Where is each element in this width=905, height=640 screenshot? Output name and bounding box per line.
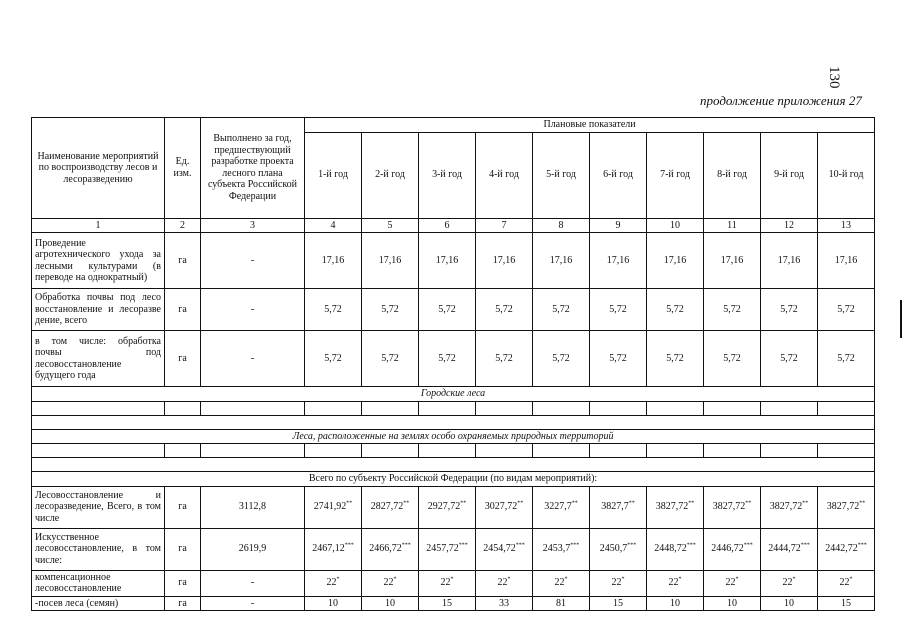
header-year: 8-й год (704, 132, 761, 218)
footnote-marker: * (450, 576, 454, 583)
row-value (590, 596, 647, 611)
row-value (704, 486, 761, 528)
value-number: 22 (383, 577, 394, 589)
footnote-marker: ** (517, 500, 524, 507)
header-done: Выполнено за год, предшествующий разработке проекта лесного плана субъекта Российской Федерации (201, 118, 305, 219)
row-value (818, 596, 875, 611)
header-year: 5-й год (533, 132, 590, 218)
section-total: Всего по субъекту Российской Федерации (по видам мероприятий): (32, 472, 875, 487)
column-number: 9 (590, 218, 647, 233)
column-number: 3 (201, 218, 305, 233)
row-value: 5,72 (419, 331, 476, 387)
column-number: 5 (362, 218, 419, 233)
value-number: 2454,72 (483, 543, 516, 555)
value-number: 2466,72 (369, 543, 402, 555)
row-done: - (201, 331, 305, 387)
table-row (32, 289, 875, 331)
row-name: Обработка почвы под лесо восстановление и лесоразве дение, всего (32, 289, 165, 331)
row-value (818, 528, 875, 570)
blank-row (32, 444, 875, 458)
row-value: 5,72 (761, 331, 818, 387)
row-value (647, 596, 704, 611)
row-done: - (201, 596, 305, 611)
section-protected: Леса, расположенные на землях особо охраняемых природных территорий (32, 429, 875, 444)
row-value: 5,72 (476, 289, 533, 331)
footnote-marker: ** (628, 500, 635, 507)
column-number: 10 (647, 218, 704, 233)
row-unit: га (165, 528, 201, 570)
appendix-continuation-label: продолжение приложения 27 (700, 93, 862, 108)
value-number: 2741,92 (313, 501, 347, 513)
value-number: 33 (499, 597, 509, 609)
row-unit: га (165, 596, 201, 611)
row-done: - (201, 570, 305, 596)
row-done: 2619,9 (201, 528, 305, 570)
value-number: 2457,72 (426, 543, 459, 555)
table-row (32, 233, 875, 289)
blank-row (32, 415, 875, 429)
column-number: 7 (476, 218, 533, 233)
row-value: 17,16 (419, 233, 476, 289)
value-number: 22 (554, 577, 565, 589)
row-value (590, 486, 647, 528)
footnote-marker: * (393, 576, 397, 583)
value-number: 15 (841, 597, 852, 609)
value-number: 2450,7 (599, 543, 628, 555)
row-value (533, 486, 590, 528)
row-value: 17,16 (305, 233, 362, 289)
value-number: 2446,72 (711, 543, 744, 555)
margin-mark (900, 300, 902, 338)
row-value (761, 486, 818, 528)
row-value (476, 486, 533, 528)
row-value: 17,16 (647, 233, 704, 289)
header-year: 10-й год (818, 132, 875, 218)
row-value: 5,72 (704, 289, 761, 331)
row-unit: га (165, 289, 201, 331)
row-value: 5,72 (362, 289, 419, 331)
row-value: 17,16 (704, 233, 761, 289)
value-number: 3227,7 (544, 501, 572, 513)
plan-table (31, 117, 875, 611)
header-year: 9-й год (761, 132, 818, 218)
footnote-marker: ** (688, 500, 695, 507)
row-done: - (201, 289, 305, 331)
header-year: 6-й год (590, 132, 647, 218)
value-number: 2444,72 (768, 543, 801, 555)
row-name: Искусственное лесовосстановление, в том числе: (32, 528, 165, 570)
row-value (362, 528, 419, 570)
row-value: 5,72 (419, 289, 476, 331)
value-number: 22 (326, 577, 337, 589)
footnote-marker: *** (800, 542, 810, 549)
row-value (305, 596, 362, 611)
value-number: 2467,12 (312, 543, 345, 555)
value-number: 3027,72 (484, 501, 518, 513)
footnote-marker: * (849, 576, 853, 583)
header-year: 4-й год (476, 132, 533, 218)
header-name: Наименование мероприятий по воспроизводству лесов и лесоразведению (32, 118, 165, 219)
row-value (647, 486, 704, 528)
section-protected-row (32, 429, 875, 444)
header-unit: Ед. изм. (165, 118, 201, 219)
table-row (32, 596, 875, 611)
footnote-marker: *** (857, 542, 867, 549)
section-city: Городские леса (32, 387, 875, 402)
row-value: 5,72 (362, 331, 419, 387)
row-value (704, 570, 761, 596)
row-value: 17,16 (533, 233, 590, 289)
footnote-marker: * (792, 576, 796, 583)
row-value (305, 486, 362, 528)
value-number: 15 (613, 597, 623, 609)
row-value (305, 570, 362, 596)
value-number: 22 (725, 577, 736, 589)
column-number: 4 (305, 218, 362, 233)
table-row (32, 570, 875, 596)
footnote-marker: ** (403, 500, 410, 507)
row-value: 5,72 (647, 331, 704, 387)
row-value (818, 570, 875, 596)
row-unit: га (165, 486, 201, 528)
footnote-marker: * (735, 576, 739, 583)
row-name: в том числе: обработка почвы под лесовосстановление будущего года (32, 331, 165, 387)
value-number: 22 (839, 577, 850, 589)
row-value: 5,72 (647, 289, 704, 331)
row-done: - (201, 233, 305, 289)
row-value (362, 570, 419, 596)
footnote-marker: ** (571, 500, 578, 507)
footnote-marker: ** (346, 500, 353, 507)
row-done: 3112,8 (201, 486, 305, 528)
blank-row (32, 401, 875, 415)
footnote-marker: *** (401, 542, 411, 549)
row-value (647, 570, 704, 596)
header-year: 7-й год (647, 132, 704, 218)
row-value (419, 570, 476, 596)
footnote-marker: ** (745, 500, 752, 507)
row-value (305, 528, 362, 570)
footnote-marker: ** (802, 500, 809, 507)
value-number: 15 (442, 597, 452, 609)
column-number: 12 (761, 218, 818, 233)
row-value (419, 596, 476, 611)
column-number: 6 (419, 218, 476, 233)
row-value (761, 570, 818, 596)
row-value (590, 570, 647, 596)
footnote-marker: *** (344, 542, 354, 549)
footnote-marker: * (507, 576, 511, 583)
row-value (419, 528, 476, 570)
column-numbers-row (32, 218, 875, 233)
row-value (704, 596, 761, 611)
footnote-marker: * (564, 576, 568, 583)
row-value (647, 528, 704, 570)
row-value (476, 570, 533, 596)
footnote-marker: *** (515, 542, 525, 549)
value-number: 3827,7 (601, 501, 629, 513)
value-number: 81 (556, 597, 566, 609)
row-value (533, 596, 590, 611)
row-value: 5,72 (818, 289, 875, 331)
row-unit: га (165, 233, 201, 289)
footnote-marker: * (621, 576, 625, 583)
footnote-marker: ** (460, 500, 467, 507)
row-value (818, 486, 875, 528)
row-value: 5,72 (476, 331, 533, 387)
header-year: 2-й год (362, 132, 419, 218)
footnote-marker: ** (859, 500, 866, 507)
row-value: 17,16 (818, 233, 875, 289)
value-number: 2827,72 (370, 501, 404, 513)
row-value: 17,16 (761, 233, 818, 289)
value-number: 3827,72 (826, 501, 860, 513)
value-number: 10 (727, 597, 737, 609)
column-number: 2 (165, 218, 201, 233)
row-value (704, 528, 761, 570)
value-number: 10 (385, 597, 395, 609)
row-value: 17,16 (476, 233, 533, 289)
table-row (32, 528, 875, 570)
header-year: 1-й год (305, 132, 362, 218)
table-row (32, 486, 875, 528)
value-number: 22 (668, 577, 679, 589)
row-value: 5,72 (305, 331, 362, 387)
row-value: 5,72 (761, 289, 818, 331)
row-name: Лесовосстановление и лесоразведение, Всего, в том числе (32, 486, 165, 528)
page-number: 130 (826, 66, 842, 89)
row-value (590, 528, 647, 570)
value-number: 10 (328, 597, 338, 609)
row-value (362, 486, 419, 528)
footnote-marker: *** (743, 542, 753, 549)
footnote-marker: *** (570, 542, 580, 549)
value-number: 3827,72 (712, 501, 746, 513)
footnote-marker: * (336, 576, 340, 583)
footnote-marker: *** (627, 542, 637, 549)
row-value: 17,16 (362, 233, 419, 289)
row-value (533, 570, 590, 596)
row-name: Проведение агротехнического ухода за лесными культурами (в переводе на однократный) (32, 233, 165, 289)
row-unit: га (165, 570, 201, 596)
header-plan: Плановые показатели (305, 118, 875, 133)
value-number: 2448,72 (654, 543, 687, 555)
row-value (476, 528, 533, 570)
value-number: 2927,72 (427, 501, 461, 513)
row-value: 5,72 (590, 331, 647, 387)
value-number: 10 (670, 597, 680, 609)
table-row (32, 331, 875, 387)
row-value (362, 596, 419, 611)
row-value (476, 596, 533, 611)
row-value: 5,72 (590, 289, 647, 331)
section-city-row (32, 387, 875, 402)
value-number: 22 (497, 577, 508, 589)
row-value (419, 486, 476, 528)
row-value: 5,72 (818, 331, 875, 387)
row-value (533, 528, 590, 570)
value-number: 22 (440, 577, 451, 589)
row-name: компенсационное лесовосстановление (32, 570, 165, 596)
header-year: 3-й год (419, 132, 476, 218)
column-number: 11 (704, 218, 761, 233)
value-number: 22 (611, 577, 622, 589)
row-value (761, 528, 818, 570)
row-value: 5,72 (533, 289, 590, 331)
row-value (761, 596, 818, 611)
value-number: 22 (782, 577, 793, 589)
row-value: 5,72 (533, 331, 590, 387)
row-value: 5,72 (704, 331, 761, 387)
column-number: 13 (818, 218, 875, 233)
row-unit: га (165, 331, 201, 387)
value-number: 10 (784, 597, 794, 609)
value-number: 2442,72 (825, 543, 858, 555)
row-value: 5,72 (305, 289, 362, 331)
value-number: 2453,7 (542, 543, 571, 555)
row-value: 17,16 (590, 233, 647, 289)
row-name: -посев леса (семян) (32, 596, 165, 611)
footnote-marker: *** (458, 542, 468, 549)
column-number: 1 (32, 218, 165, 233)
footnote-marker: *** (686, 542, 696, 549)
section-total-row (32, 472, 875, 487)
value-number: 3827,72 (769, 501, 803, 513)
footnote-marker: * (678, 576, 682, 583)
blank-row (32, 458, 875, 472)
value-number: 3827,72 (655, 501, 689, 513)
column-number: 8 (533, 218, 590, 233)
